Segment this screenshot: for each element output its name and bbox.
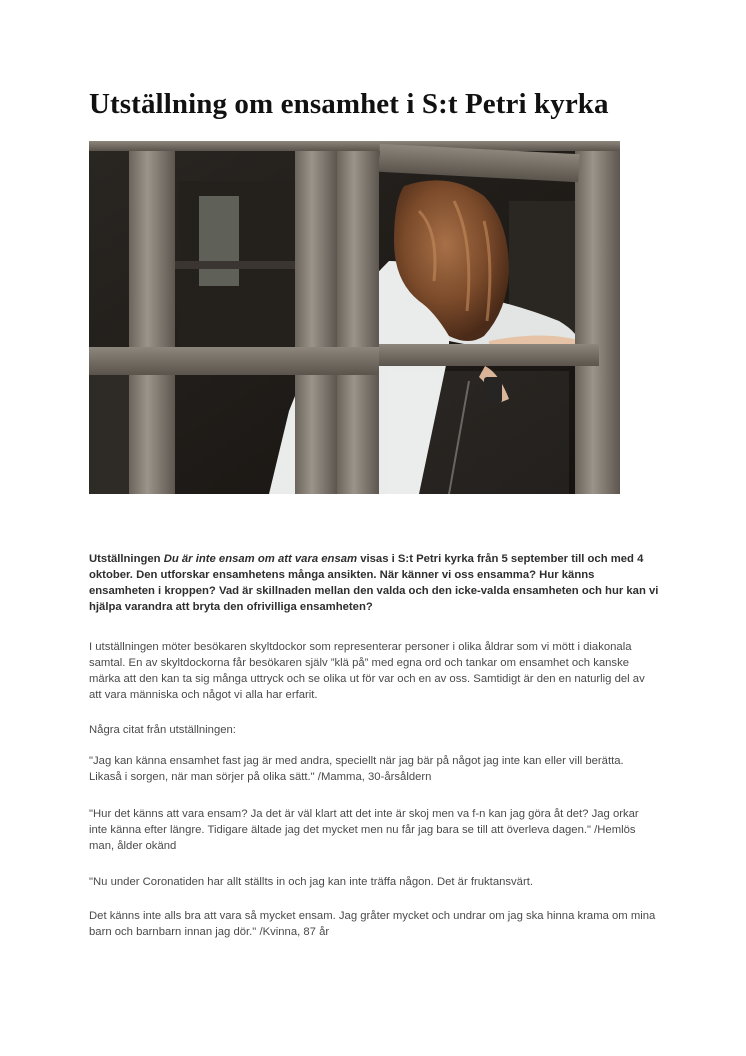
body-paragraph-2: Några citat från utställningen: (89, 724, 236, 736)
lead-intro: Utställningen (89, 553, 164, 565)
article-title: Utställning om ensamhet i S:t Petri kyrka (89, 88, 609, 120)
quote-1: "Jag kan känna ensamhet fast jag är med andra, speciellt när jag bär på något jag inte kan eller vill berätta. Likaså i sorgen, när man sörjer på olika sätt." /Mamma, 30-årsåldern (89, 755, 624, 783)
exhibition-name: Du är inte ensam om att vara ensam (163, 553, 358, 565)
article-photo (89, 141, 620, 494)
quote-3-part-2: Det känns inte alls bra att vara så mycket ensam. Jag gråter mycket och undrar om jag ska hinna krama om mina barn och barnbarn innan jag dör." /Kvinna, 87 år (89, 910, 656, 938)
quote-2: "Hur det känns att vara ensam? Ja det är väl klart att det inte är skoj men va f-n kan jag göra åt det? Jag orkar inte känna efter längre. Tidigare ältade jag det mycket men nu får jag bara se till att överleva dagen." /Hemlös man, ålder okänd (89, 808, 639, 852)
lead-paragraph (89, 551, 659, 615)
quote-3-part-1: "Nu under Coronatiden har allt ställts in och jag kan inte träffa någon. Det är fruktansvärt. (89, 876, 533, 888)
lead-rest: visas i S:t Petri kyrka från 5 september till och med 4 oktober. Den utforskar ensamhetens många ansikten. När känner vi oss ensamma? Hur känns ensamheten i kroppen? Vad är skillnaden mellan den valda och den icke-valda ensamheten och hur kan vi hjälpa varandra att bryta den ofrivilliga ensamheten? (89, 553, 659, 613)
body-paragraph-1: I utställningen möter besökaren skyltdockor som representerar personer i olika åldrar som vi mött i diakonala samtal. En av skyltdockorna får besökaren själv ”klä på” med egna ord och tankar om ensamhet och kanske märka att den kan ta sig många uttryck och se olika ut för var och en av oss. Samtidigt är den en naturlig del av att vara människa och något vi alla har erfarit. (89, 641, 645, 701)
